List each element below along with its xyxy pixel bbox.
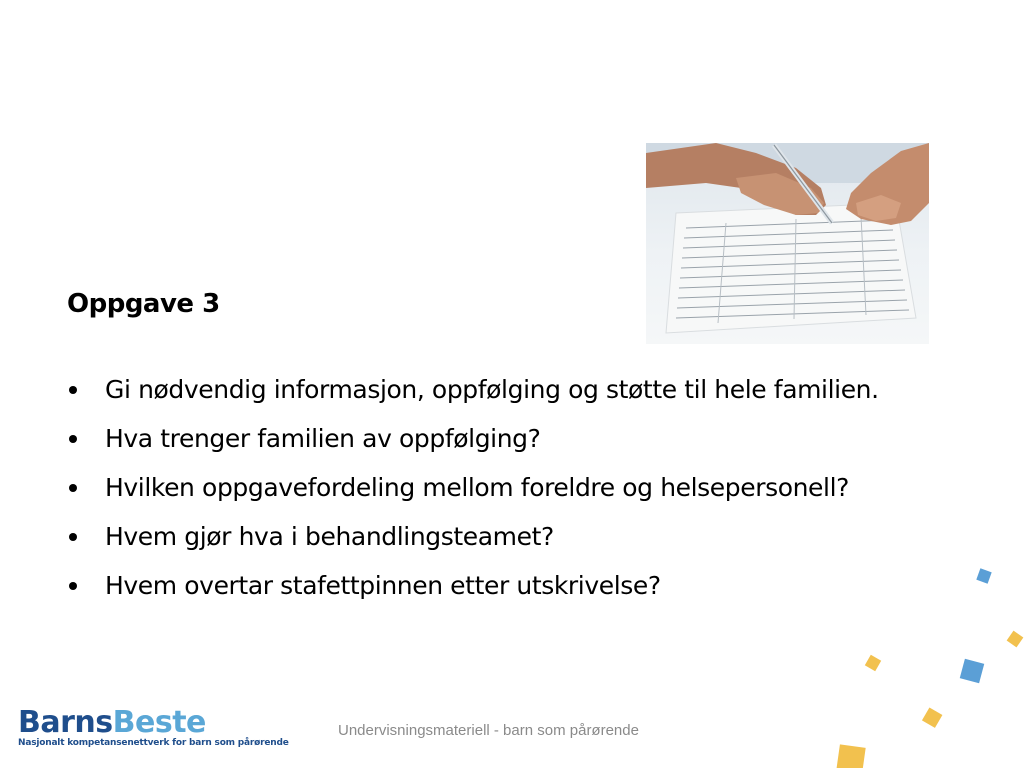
bullet-dot-icon [69,386,77,394]
bullet-text: Hvem gjør hva i behandlingsteamet? [105,522,554,551]
form-filling-photo [646,143,929,344]
confetti-square [865,655,881,671]
confetti-square [836,744,865,768]
confetti-square [960,659,984,683]
bullet-item [67,468,879,517]
footer-text: Undervisningsmateriell - barn som pårørende [338,722,639,739]
bullet-text: Hvilken oppgavefordeling mellom foreldre og helsepersonell? [105,473,850,502]
bullet-dot-icon [69,484,77,492]
bullet-item [67,370,879,419]
bullet-text: Hva trenger familien av oppfølging? [105,424,541,453]
bullet-text: Gi nødvendig informasjon, oppfølging og støtte til hele familien. [105,375,879,404]
bullet-dot-icon [69,533,77,541]
logo-wordmark [18,706,206,740]
bullet-item [67,566,879,615]
confetti-square [976,568,991,583]
bullet-item [67,517,879,566]
bullet-item [67,419,879,468]
confetti-square [1007,631,1024,648]
bullet-text: Hvem overtar stafettpinnen etter utskrivelse? [105,571,661,600]
slide-heading: Oppgave 3 [67,289,220,319]
logo-wordmark-part2: Beste [112,705,206,740]
bullet-dot-icon [69,582,77,590]
bullet-dot-icon [69,435,77,443]
logo-tagline: Nasjonalt kompetansenettverk for barn som pårørende [18,738,289,748]
logo-wordmark-part1: Barns [18,705,113,740]
bullet-list [67,370,879,615]
barnsbeste-logo [18,705,289,752]
confetti-square [922,707,942,727]
